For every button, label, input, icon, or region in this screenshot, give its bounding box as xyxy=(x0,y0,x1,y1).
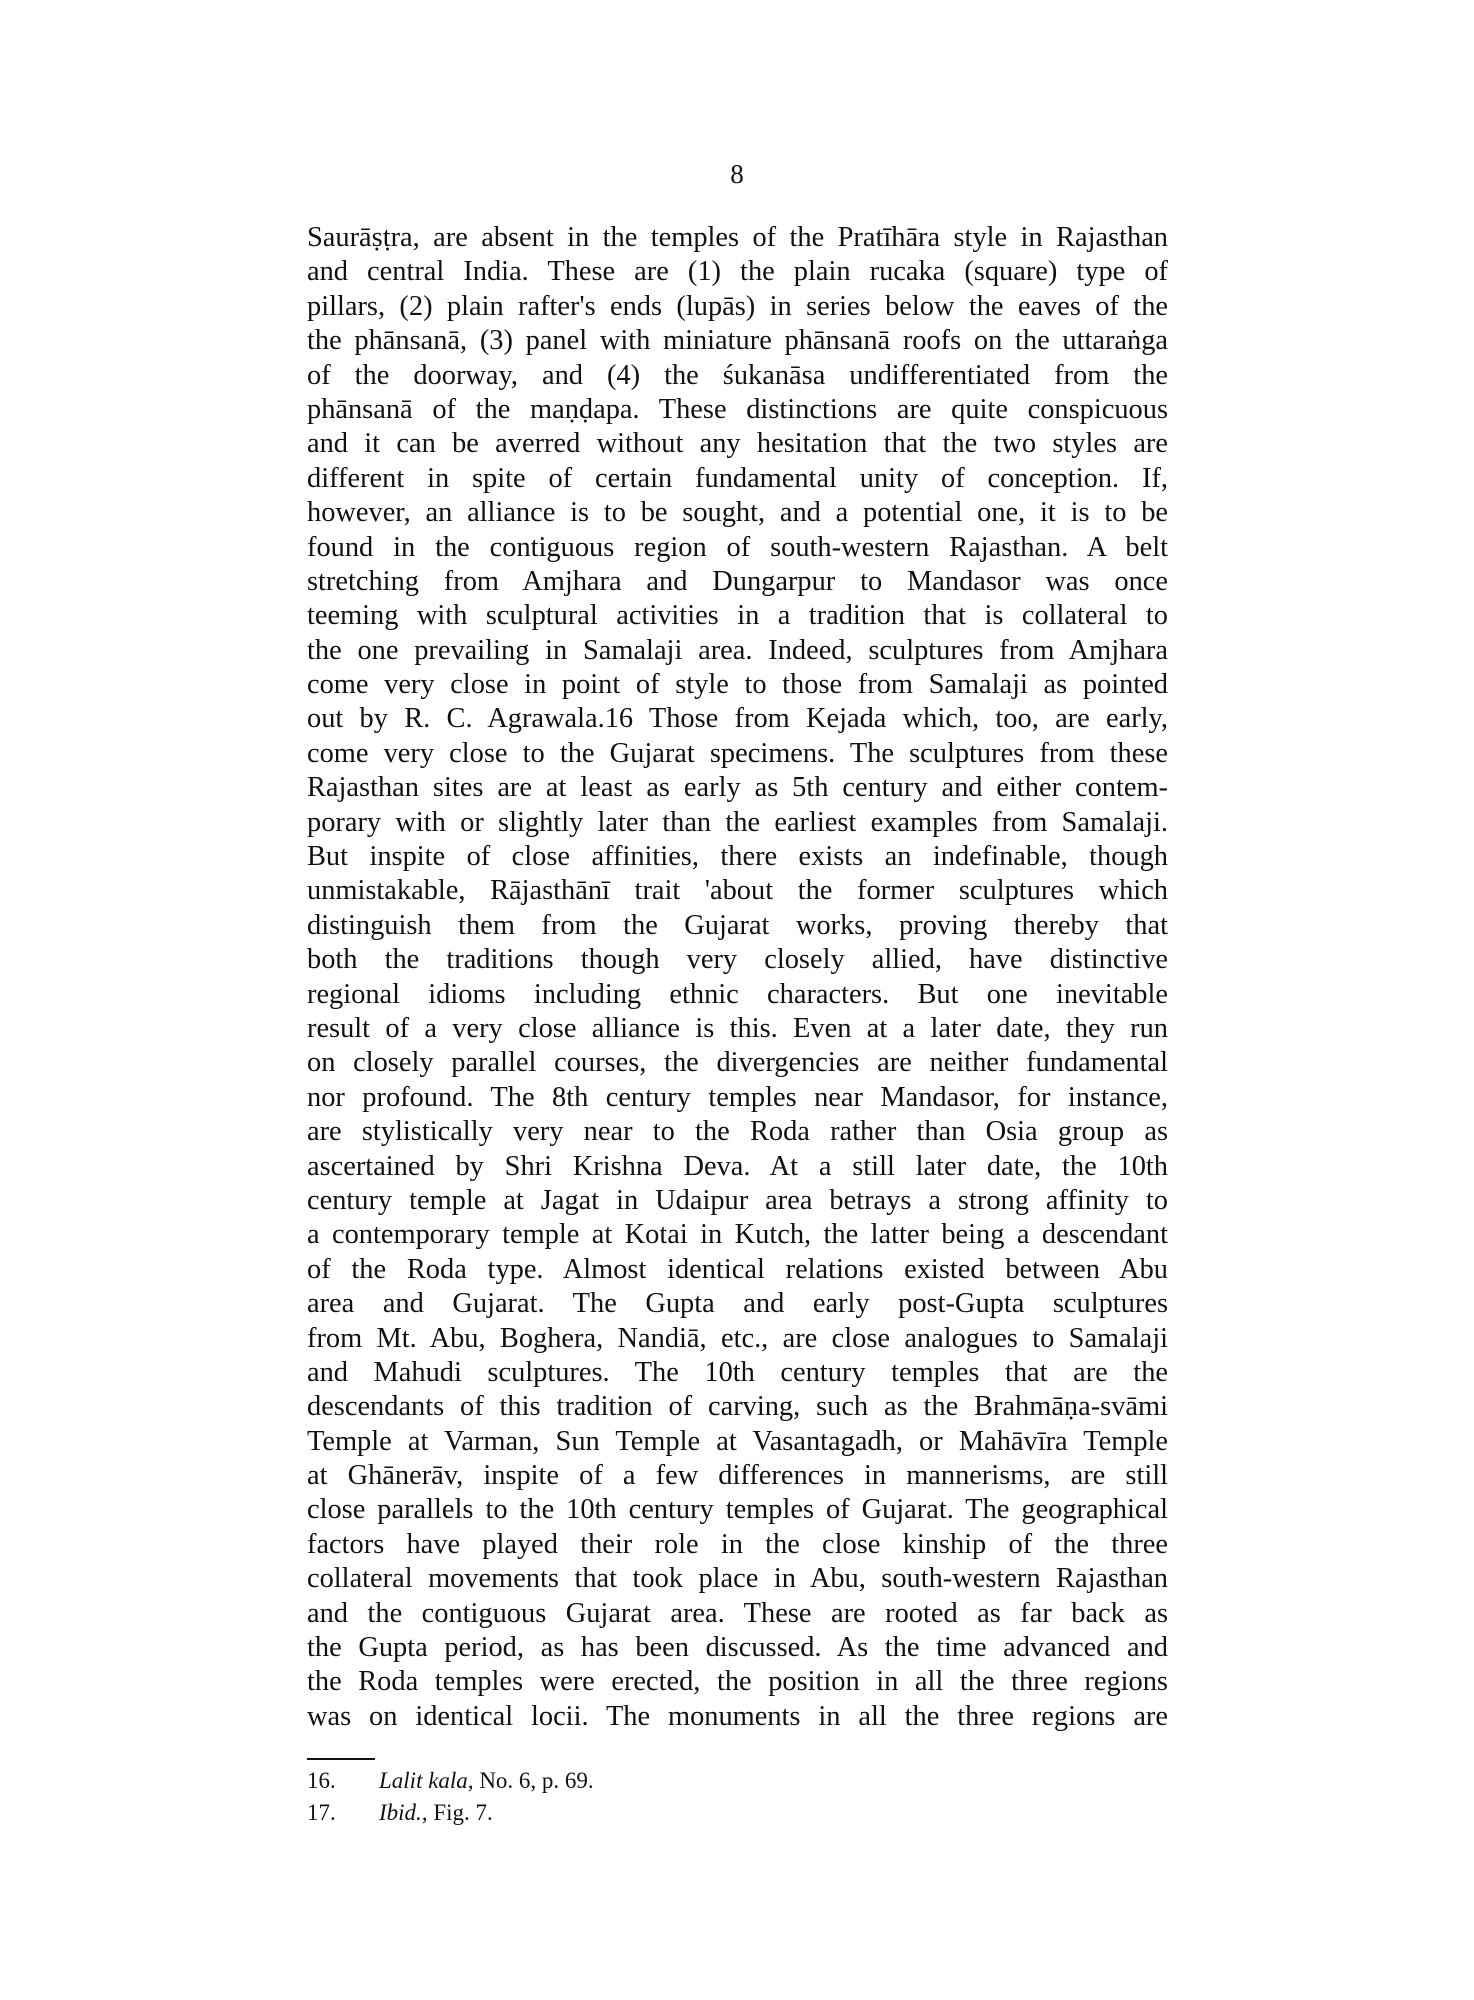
text-line: the Gupta period, as has been discussed. As the time advanced and xyxy=(307,1632,1168,1664)
text-line: come very close in point of style to those from Samalaji as pointed xyxy=(307,669,1168,701)
text-line: area and Gujarat. The Gupta and early post-Gupta sculptures xyxy=(307,1288,1168,1320)
text-line: and the contiguous Gujarat area. These are rooted as far back as xyxy=(307,1597,1168,1629)
text-line: close parallels to the 10th century temples of Gujarat. The geographical xyxy=(307,1494,1168,1526)
footnote xyxy=(307,1765,1168,1797)
text-line: collateral movements that took place in Abu, south-western Rajasthan xyxy=(307,1563,1168,1595)
text-line: of the Roda type. Almost identical relations existed between Abu xyxy=(307,1253,1168,1285)
text-line: found in the contiguous region of south-western Rajasthan. A belt xyxy=(307,531,1168,563)
text-line: But inspite of close affinities, there exists an indefinable, though xyxy=(307,841,1168,873)
text-line: result of a very close alliance is this. Even at a later date, they run xyxy=(307,1012,1168,1044)
text-line: century temple at Jagat in Udaipur area betrays a strong affinity to xyxy=(307,1184,1168,1216)
body-paragraph xyxy=(307,221,1168,1734)
footnote xyxy=(307,1797,1168,1829)
text-line: distinguish them from the Gujarat works, proving thereby that xyxy=(307,909,1168,941)
text-line: of the doorway, and (4) the śukanāsa undifferentiated from the xyxy=(307,359,1168,391)
text-line: descendants of this tradition of carving, such as the Brahmāṇa-svāmi xyxy=(307,1391,1168,1423)
text-line: Rajasthan sites are at least as early as 5th century and either contem- xyxy=(307,772,1168,804)
text-line: and it can be averred without any hesitation that the two styles are xyxy=(307,428,1168,460)
page-number: 8 xyxy=(730,159,744,189)
text-line: was on identical locii. The monuments in all the three regions are xyxy=(307,1700,1168,1732)
footnotes xyxy=(307,1765,1168,1829)
footnote-number: 16. xyxy=(307,1768,336,1793)
footnote-divider xyxy=(307,1758,375,1760)
text-line: and central India. These are (1) the plain rucaka (square) type of xyxy=(307,256,1168,288)
text-line: the one prevailing in Samalaji area. Indeed, sculptures from Amjhara xyxy=(307,634,1168,666)
text-line: the phānsanā, (3) panel with miniature phānsanā roofs on the uttaraṅga xyxy=(307,325,1168,357)
text-line: the Roda temples were erected, the position in all the three regions xyxy=(307,1666,1168,1698)
footnote-number: 17. xyxy=(307,1800,336,1825)
text-line: Saurāṣṭra, are absent in the temples of the Pratīhāra style in Rajasthan xyxy=(307,222,1168,253)
text-line: regional idioms including ethnic characters. But one inevitable xyxy=(307,978,1168,1010)
text-line: however, an alliance is to be sought, and a potential one, it is to be xyxy=(307,497,1168,529)
text-line: nor profound. The 8th century temples near Mandasor, for instance, xyxy=(307,1081,1168,1113)
text-line: both the traditions though very closely allied, have distinctive xyxy=(307,944,1168,976)
text-line: unmistakable, Rājasthānī trait 'about the former sculptures which xyxy=(307,875,1168,907)
text-line: come very close to the Gujarat specimens. The sculptures from these xyxy=(307,737,1168,769)
text-line: teeming with sculptural activities in a tradition that is collateral to xyxy=(307,600,1168,632)
text-line: different in spite of certain fundamental unity of conception. If, xyxy=(307,462,1168,494)
text-line: pillars, (2) plain rafter's ends (lupās) in series below the eaves of the xyxy=(307,290,1168,322)
text-line: ascertained by Shri Krishna Deva. At a still later date, the 10th xyxy=(307,1150,1168,1182)
text-line: at Ghānerāv, inspite of a few differences in mannerisms, are still xyxy=(307,1460,1168,1492)
footnote-reference: Ibid., xyxy=(379,1800,428,1825)
footnote-detail: Fig. 7. xyxy=(427,1800,493,1825)
text-line: Temple at Varman, Sun Temple at Vasantagadh, or Mahāvīra Temple xyxy=(307,1425,1168,1457)
text-line: a contemporary temple at Kotai in Kutch, the latter being a descendant xyxy=(307,1219,1168,1251)
text-line: porary with or slightly later than the earliest examples from Samalaji. xyxy=(307,806,1168,838)
text-line: are stylistically very near to the Roda rather than Osia group as xyxy=(307,1116,1168,1148)
text-line: stretching from Amjhara and Dungarpur to Mandasor was once xyxy=(307,565,1168,597)
text-line: out by R. C. Agrawala.16 Those from Kejada which, too, are early, xyxy=(307,703,1168,735)
text-line: from Mt. Abu, Boghera, Nandiā, etc., are close analogues to Samalaji xyxy=(307,1322,1168,1354)
text-line: factors have played their role in the close kinship of the three xyxy=(307,1528,1168,1560)
footnote-detail: No. 6, p. 69. xyxy=(473,1768,594,1793)
text-line: phānsanā of the maṇḍapa. These distinctions are quite conspicuous xyxy=(307,393,1168,425)
text-line: on closely parallel courses, the divergencies are neither fundamental xyxy=(307,1047,1168,1079)
footnote-reference: Lalit kala, xyxy=(379,1768,474,1793)
text-line: and Mahudi sculptures. The 10th century temples that are the xyxy=(307,1356,1168,1388)
